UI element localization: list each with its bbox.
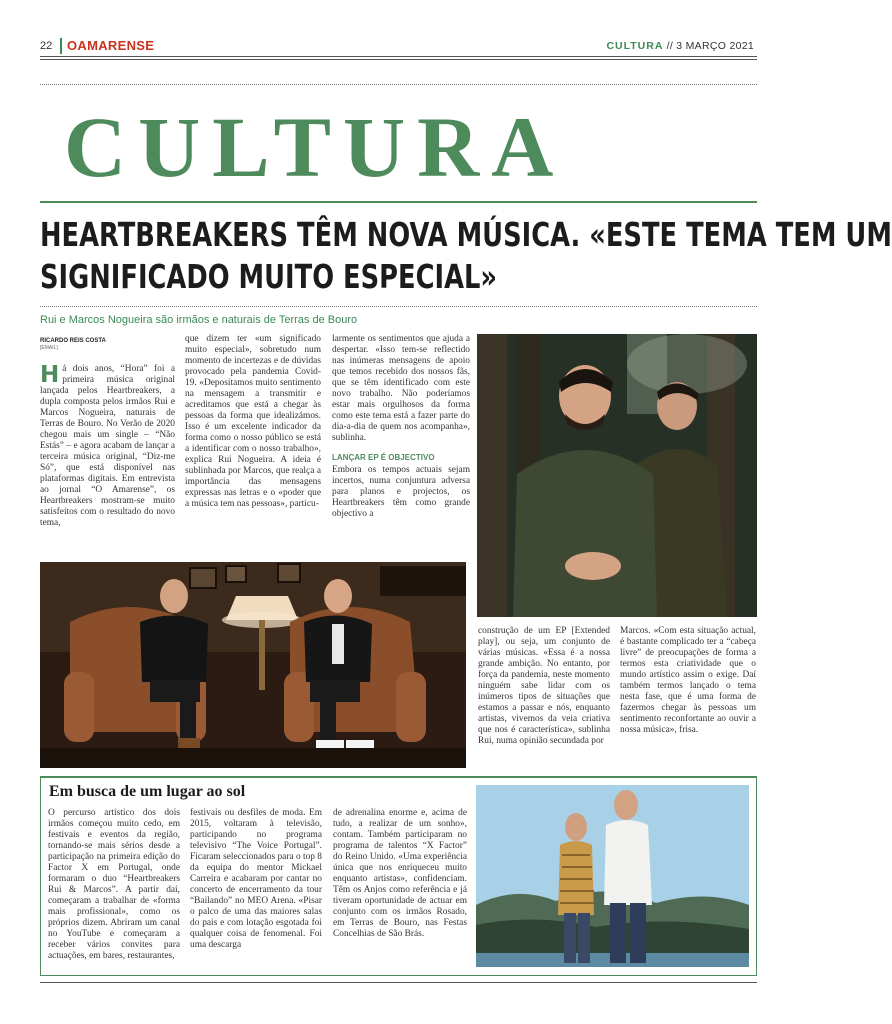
- article-column-2: que dizem ter «um significado muito especial», sobretudo num momento de incertezas e de dúvidas provocado pela pandemia Covid-19. «Depositamos muito sentimento na mensagem a transmitir e acreditamos que está a chegar às pessoas da forma que idealizámos. Isso é um excelente indicador da forma como o nosso público se está a identificar com o nosso trabalho», explica Rui Nogueira. A ideia é sublinhada por Marcos, que realça a importância das mensagens expressas nas letras e o «poder que a música tem nas pessoas», particu-: [185, 334, 321, 509]
- photo-brothers-forest: [477, 334, 757, 617]
- section-title: CULTURA: [64, 99, 566, 195]
- drop-cap: H: [40, 362, 60, 388]
- header-divider: [60, 38, 62, 54]
- article-subhead: Rui e Marcos Nogueira são irmãos e naturais de Terras de Bouro: [40, 314, 358, 326]
- header-separator: //: [663, 40, 677, 52]
- photo-brothers-lake: [476, 785, 749, 967]
- dotted-rule: [40, 306, 757, 307]
- column-text: larmente os sentimentos que ajuda a despertar. «Isso tem-se reflectido nas inúmeras mensagens de apoio que temos recebido dos nossos fãs, que se têm identificado com este novo trabalho. Não poderíamos estar mais orgulhosos da forma como este tema está a fazer parte do dia-a-dia de quem nos acompanha», sublinha.: [332, 334, 470, 443]
- article-headline: [40, 214, 892, 298]
- article-column-3: [332, 334, 470, 560]
- article-column-1: [40, 364, 175, 560]
- section-rule: [40, 201, 757, 203]
- article-column-4: construção de um EP [Extended play], ou seja, um conjunto de várias músicas. «Essa é a nossa grande ambição. No entanto, por força da pandemia, neste momento ninguém sabe lidar com os inúmeros tipos de situações que estamos a passar e nós, enquanto artistas, vivemos da veia criativa que nos é característica», sublinha Rui, numa opinião secundada por: [478, 626, 610, 746]
- byline-email: [EMAIL]: [40, 345, 58, 351]
- headline-line: SIGNIFICADO MUITO ESPECIAL»: [40, 257, 498, 296]
- box-column-3: de adrenalina enorme e, acima de tudo, a realizar de um sonho», contam. Também participaram no programa de talentos “X Factor” do Reino Unido. «Uma experiência única que nos enriqueceu muito enquanto artistas», confidenciam. Têm os Anjos como referência e já tiveram oportunidade de actuar em conjunto com os irmãos Rosado, em Terras de Bouro, nas Festas Concelhias de São Brás.: [333, 808, 467, 939]
- subsection-heading: LANÇAR EP É OBJECTIVO: [332, 453, 435, 462]
- page-number: 22: [40, 40, 53, 52]
- forest-photo-illustration: [477, 334, 757, 617]
- box-title: Em busca de um lugar ao sol: [49, 783, 246, 800]
- lake-photo-illustration: [476, 785, 749, 967]
- byline: RICARDO REIS COSTA: [40, 338, 106, 344]
- header-section-date: [606, 40, 754, 52]
- photo-brothers-armchairs: [40, 562, 466, 768]
- column-text: Embora os tempos actuais sejam incertos, numa conjuntura adversa para planos e projectos, os Heartbreakers têm como grande objectivo a: [332, 465, 470, 519]
- bottom-rule: [40, 982, 757, 983]
- header-section: CULTURA: [606, 40, 664, 52]
- dotted-rule: [40, 84, 757, 85]
- header-date: 3 MARÇO 2021: [676, 40, 754, 52]
- article-column-5: Marcos. «Com esta situação actual, é bastante complicado ter a “cabeça livre” de preocupações de forma a termos esta criatividade que o mundo artístico assim o exige. Daí também termos lançado o tema nesta fase, que é uma forma de fazermos chegar às pessoas um sentimento reconfortante ao ouvir a nossa música», frisa.: [620, 626, 756, 735]
- headline-line: HEARTBREAKERS TÊM NOVA MÚSICA. «ESTE TEMA TEM UM: [40, 215, 892, 254]
- column-text: á dois anos, “Hora” foi a primeira música original lançada pelos Heartbreakers, a dupla composta pelos irmãos Rui e Marcos Nogueira, naturais de Terras de Bouro. No Verão de 2020 chegou mais um single – “Não Estás” – e agora acabam de lançar a terceira música original, “Diz-me Só”, que está disponível nas plataformas digitais. Em entrevista ao jornal “O Amarense”, os Heartbreakers mostram-se muito satisfeitos com o resultado do novo tema,: [40, 364, 175, 528]
- newspaper-logo: OAMARENSE: [67, 38, 155, 53]
- box-column-2: festivais ou desfiles de moda. Em 2015, voltaram à televisão, participando no programa televisivo “The Voice Portugal”. Ficaram seleccionados para o top 8 da equipa do mentor Mickael Carreira e acabaram por cantar no concerto de encerramento da tour “Bailando” no MEO Arena. «Pisar o palco de uma das maiores salas do país e com lotação esgotada foi qualquer coisa de fenomenal. Foi uma descarga: [190, 808, 322, 950]
- header-rule: [40, 59, 757, 60]
- armchairs-photo-illustration: [40, 562, 466, 768]
- header-rule: [40, 56, 757, 57]
- box-column-1: O percurso artístico dos dois irmãos começou muito cedo, em festivais e eventos da região, tornando-se mais sérios desde a participação na primeira edição do Factor X em Portugal, onde formaram o duo “Heartbreakers Rui & Marcos”. A partir daí, começaram a trabalhar de «forma mais profissional», como os próprios dizem. Abriram um canal no YouTube e começaram a receber vários convites para actuações, em bares, restaurantes,: [48, 808, 180, 961]
